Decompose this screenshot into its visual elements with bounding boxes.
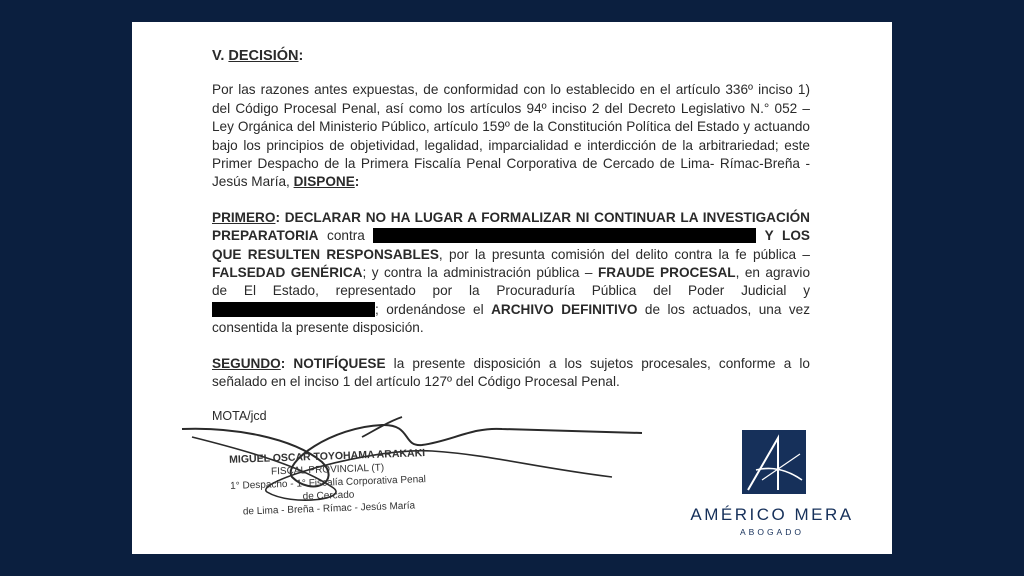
primero-decision: DECLARAR NO HA LUGAR A FORMALIZAR NI CONTINUAR LA INVESTIGACIÓN PREPARATORIA bbox=[212, 209, 810, 244]
segundo-label: SEGUNDO bbox=[212, 355, 281, 371]
intro-paragraph bbox=[212, 81, 810, 191]
primero-paragraph bbox=[212, 209, 810, 338]
stamp-district: de Lima - Breña - Rímac - Jesús María bbox=[242, 500, 416, 518]
dispone-word: DISPONE bbox=[293, 174, 355, 190]
redaction-box bbox=[212, 302, 375, 317]
fraude-procesal: FRAUDE PROCESAL bbox=[597, 265, 736, 281]
notifiquese-word: NOTIFÍQUESE bbox=[285, 355, 386, 371]
primero-text-4: , en agravio de El Estado, representado por la Procuraduría Pública del Poder Judicial y bbox=[212, 265, 811, 299]
primero-text-1: contra bbox=[318, 228, 374, 244]
logo-mark-icon bbox=[742, 430, 806, 494]
stamp-name: MIGUEL OSCAR TOYOHAMA ARAKAKI bbox=[228, 447, 426, 466]
intro-text: Por las razones antes expuestas, de conformidad con lo establecido en el artículo 336º inciso 1) del Código Procesal Penal, así como los artículos 94º inciso 2 del Decreto Legislativo N.° 052 – Ley Orgánica del Ministerio Público, artículo 159º de la Constitución Política del Estado y actuando bajo los principios de objetividad, legalidad, imparcialidad e interdicción de la arbitrariedad; este Primer Despacho de la Primera Fiscalía Penal Corporativa de Cercado de Lima- Rímac-Breña -Jesús María, bbox=[212, 82, 810, 190]
primero-text-2: , por la presunta comisión del delito contra la fe pública – bbox=[438, 246, 810, 262]
document-page bbox=[132, 22, 892, 554]
document-body bbox=[212, 47, 810, 425]
typist-initials: MOTA/jcd bbox=[212, 408, 267, 423]
archivo-definitivo: ARCHIVO DEFINITIVO bbox=[491, 301, 638, 317]
segundo-paragraph bbox=[212, 355, 810, 392]
primero-text-3: ; y contra la administración pública – bbox=[362, 265, 598, 281]
stamp-title: FISCAL PROVINCIAL (T) bbox=[270, 462, 385, 478]
section-heading bbox=[212, 47, 810, 65]
heading-colon: : bbox=[298, 48, 304, 64]
segundo-colon: : bbox=[280, 355, 286, 371]
primero-label: PRIMERO bbox=[212, 209, 276, 225]
official-stamp bbox=[227, 447, 429, 519]
heading-title: DECISIÓN bbox=[228, 48, 299, 64]
primero-text-5: ; ordenándose el bbox=[375, 301, 492, 317]
primero-colon: : bbox=[275, 209, 280, 225]
redaction-box bbox=[373, 228, 756, 243]
logo-subtitle: ABOGADO bbox=[740, 527, 804, 537]
primero-responsables: Y LOS QUE RESULTEN RESPONSABLES bbox=[212, 228, 810, 262]
falsedad-generica: FALSEDAD GENÉRICA bbox=[212, 265, 363, 281]
segundo-text: la presente disposición a los sujetos procesales, conforme a lo señalado en el inciso 1 del artículo 127º del Código Procesal Penal. bbox=[212, 355, 810, 390]
dispone-colon: : bbox=[354, 174, 360, 190]
heading-number: V. bbox=[212, 48, 229, 64]
logo-name: AMÉRICO MERA bbox=[690, 505, 854, 524]
stamp-office: 1° Despacho - 1° Fiscalía Corporativa Penal de Cercado bbox=[230, 474, 427, 503]
primero-text-6: de los actuados, una vez consentida la presente disposición. bbox=[212, 301, 810, 336]
